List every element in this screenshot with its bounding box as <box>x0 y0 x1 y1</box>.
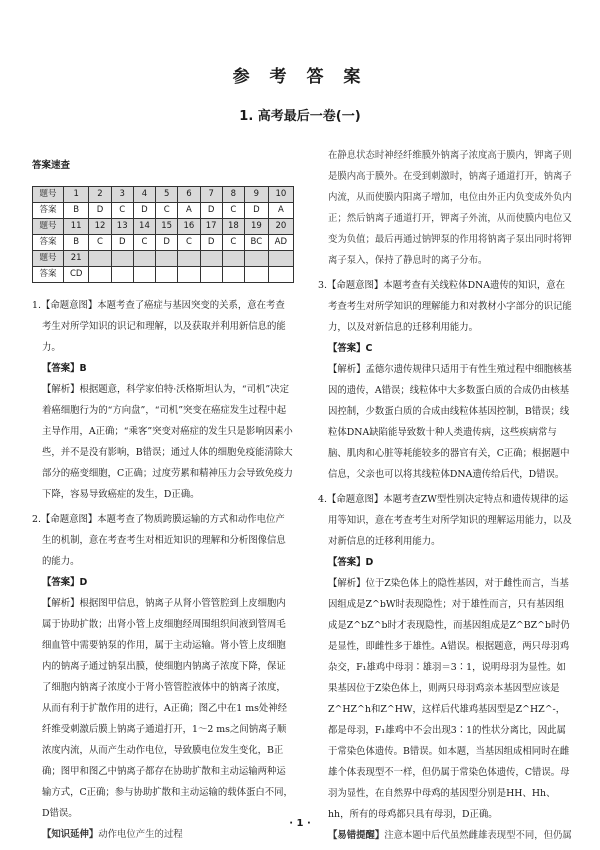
answer-cell: C <box>89 235 111 251</box>
row-label: 题号 <box>33 251 64 267</box>
section-title: 1. 高考最后一卷(一) <box>239 109 361 124</box>
question-number-row <box>33 251 294 267</box>
q3-intent: 3.【命题意图】本题考查有关线粒体DNA遗传的知识，意在考查考生对所学知识的理解能力和对教材小字部分的识记能力，以及对新信息的迁移利用能力。 <box>318 280 572 333</box>
question-number-cell: 13 <box>111 219 133 235</box>
page-title: 参 考 答 案 <box>232 67 368 87</box>
answer-cell <box>245 267 269 283</box>
quick-answer-heading: 答案速查 <box>32 160 71 171</box>
q2-intent: 2.【命题意图】本题考查了物质跨膜运输的方式和动作电位产生的机制，意在考查考生对相近知识的理解和分析图像信息的能力。 <box>32 514 286 567</box>
question-number-cell: 19 <box>245 219 269 235</box>
q2-extension-tag: 【知识延伸】 <box>42 829 99 840</box>
question-number-cell: 12 <box>89 219 111 235</box>
row-label: 答案 <box>33 267 64 283</box>
q4-answer: 【答案】D <box>328 557 374 568</box>
answer-cell <box>156 267 178 283</box>
question-number-cell <box>156 251 178 267</box>
answer-cell <box>268 267 293 283</box>
answer-cell: BC <box>245 235 269 251</box>
row-label: 答案 <box>33 203 64 219</box>
question-number-cell: 4 <box>133 187 155 203</box>
answer-cell: C <box>222 235 244 251</box>
q1-explanation: 【解析】根据题意，科学家伯特·沃格斯坦认为，“司机”决定着癌细胞行为的“方向盘”，“司机”突变在癌症发生过程中起主导作用，A正确；“乘客”突变对癌症的发生只是影响因素小些，并不是没有影响，B错误；通过人体的细胞免疫能清除大部分的癌变细胞，C正确；过度劳累和精神压力会导致免疫力下降，容易导致癌症的发生，D正确。 <box>42 384 293 500</box>
answer-cell <box>222 267 244 283</box>
answer-cell: A <box>178 203 200 219</box>
answer-cell: D <box>89 203 111 219</box>
question-number-cell: 10 <box>268 187 293 203</box>
q2-explanation: 【解析】根据图甲信息，钠离子从肾小管管腔到上皮细胞内属于协助扩散；出肾小管上皮细胞经周围组织间液到管周毛细血管中需要钠泵的作用，属于主动运输。肾小管上皮细胞内的钠离子通过钠泵出膜，使细胞内钠离子浓度下降，保证了细胞内钠离子浓度小于肾小管管腔液体中的钠离子浓度，从而有利于扩散作用的进行，A正确；图乙中在1 ms处神经纤维受刺激后膜上钠离子通道打开，1～2 ms之间钠离子顺浓度内流，从而产生动作电位，导致膜电位发生变化，B正确；图甲和图乙中钠离子都存在协助扩散和主动运输两种运输方式，C正确；参与协助扩散和主动运输的载体蛋白不同，D错误。 <box>42 598 293 819</box>
row-label: 题号 <box>33 219 64 235</box>
question-number-row <box>33 187 294 203</box>
question-2 <box>32 509 294 845</box>
answer-cell: C <box>222 203 244 219</box>
answer-table <box>32 186 294 283</box>
q2-extension-continued: 在静息状态时神经纤维膜外钠离子浓度高于膜内，钾离子则是膜内高于膜外。在受到刺激时，钠离子通道打开，钠离子内流，从而使膜内阳离子增加，电位由外正内负变成外负内正；然后钠离子通道打开，钾离子外流，从而使膜内电位又变为负值；最后再通过钠钾泵的作用将钠离子泵出同时将钾离子泵入，保持了静息时的离子分布。 <box>328 150 572 266</box>
answer-cell: D <box>200 235 222 251</box>
q2-answer: 【答案】D <box>42 577 88 588</box>
question-number-cell: 14 <box>133 219 155 235</box>
answer-cell: C <box>178 235 200 251</box>
answer-row <box>33 267 294 283</box>
question-number-cell: 18 <box>222 219 244 235</box>
q3-explanation: 【解析】孟德尔遗传规律只适用于有性生殖过程中细胞核基因的遗传，A错误；线粒体中大多数蛋白质的合成仍由核基因控制，少数蛋白质的合成由线粒体基因控制，B错误；线粒体DNA缺陷能导致数十种人类遗传病，这些疾病常与脑、肌肉和心脏等耗能较多的器官有关，C正确；根据题中信息，父亲也可以将其线粒体DNA遗传给后代，D错误。 <box>328 364 572 480</box>
question-number-cell: 17 <box>200 219 222 235</box>
answer-cell: B <box>64 203 89 219</box>
question-1 <box>32 295 294 505</box>
q2-extension-text: 动作电位产生的过程 <box>98 829 183 840</box>
q3-answer: 【答案】C <box>328 343 373 354</box>
answer-cell <box>178 267 200 283</box>
question-number-cell: 3 <box>111 187 133 203</box>
answer-cell: C <box>133 235 155 251</box>
q4-explanation: 【解析】位于Z染色体上的隐性基因，对于雌性而言，当基因组成是Z^bW时表现隐性；对于雄性而言，只有基因组成是Z^bZ^b时才表现隐性，而基因组成是Z^BZ^b时仍是显性，即雌性多于雄性。A错误。根据题意，两只母羽鸡杂交，F₁雄鸡中母羽∶雄羽＝3∶1，说明母羽为显性。如果基因位于Z染色体上，则两只母羽鸡亲本基因型应该是Z^HZ^h和Z^HW，这样后代雄鸡基因型是Z^HZ^-，都是母羽，F₁雄鸡中不会出现3∶1的性状分离比，因此属于常染色体遗传。B错误。如本题，当基因组成相同时在雌雄个体表现型不一样，但仍属于常染色体遗传，C错误。母羽为显性，在自然界中母鸡的基因型分别是HH、Hh、hh，所有的母鸡都只具有母羽，D正确。 <box>328 578 570 820</box>
question-4 <box>318 489 573 846</box>
question-number-cell <box>200 251 222 267</box>
answer-row <box>33 203 294 219</box>
row-label: 答案 <box>33 235 64 251</box>
q4-tip-text: 注意本题中后代虽然雌雄表现型不同，但仍属 <box>384 830 572 841</box>
question-number-cell: 8 <box>222 187 244 203</box>
page-number: · 1 · <box>289 818 311 829</box>
question-number-cell <box>268 251 293 267</box>
answer-cell: D <box>245 203 269 219</box>
question-number-cell <box>111 251 133 267</box>
q4-intent: 4.【命题意图】本题考查ZW型性别决定特点和遗传规律的运用等知识，意在考查考生对所学知识的理解运用能力，以及对新信息的迁移利用能力。 <box>318 494 572 547</box>
question-number-cell: 11 <box>64 219 89 235</box>
question-number-cell: 1 <box>64 187 89 203</box>
question-number-cell: 21 <box>64 251 89 267</box>
question-number-cell: 20 <box>268 219 293 235</box>
answer-cell: B <box>64 235 89 251</box>
question-number-cell <box>133 251 155 267</box>
question-number-cell: 7 <box>200 187 222 203</box>
question-number-cell <box>89 251 111 267</box>
q4-tip-tag: 【易错提醒】 <box>328 830 385 841</box>
q1-intent: 1.【命题意图】本题考查了癌症与基因突变的关系，意在考查考生对所学知识的识记和理解，以及获取并利用新信息的能力。 <box>32 300 286 353</box>
question-number-cell: 6 <box>178 187 200 203</box>
answer-cell: AD <box>268 235 293 251</box>
question-number-cell: 15 <box>156 219 178 235</box>
answer-cell: C <box>111 203 133 219</box>
question-number-cell <box>178 251 200 267</box>
question-number-row <box>33 219 294 235</box>
left-column <box>32 155 294 845</box>
answer-cell: CD <box>64 267 89 283</box>
answer-cell: C <box>156 203 178 219</box>
answer-cell: D <box>133 203 155 219</box>
question-number-cell: 5 <box>156 187 178 203</box>
q1-answer: 【答案】B <box>42 363 87 374</box>
question-number-cell <box>245 251 269 267</box>
answer-cell <box>133 267 155 283</box>
answer-cell <box>89 267 111 283</box>
answer-row <box>33 235 294 251</box>
question-number-cell: 9 <box>245 187 269 203</box>
answer-cell <box>111 267 133 283</box>
answer-cell: D <box>156 235 178 251</box>
answer-cell: D <box>200 203 222 219</box>
answer-cell: D <box>111 235 133 251</box>
answer-cell: A <box>268 203 293 219</box>
question-number-cell: 2 <box>89 187 111 203</box>
question-number-cell: 16 <box>178 219 200 235</box>
answer-cell <box>200 267 222 283</box>
right-column <box>318 145 573 846</box>
question-number-cell <box>222 251 244 267</box>
row-label: 题号 <box>33 187 64 203</box>
question-3 <box>318 275 573 485</box>
